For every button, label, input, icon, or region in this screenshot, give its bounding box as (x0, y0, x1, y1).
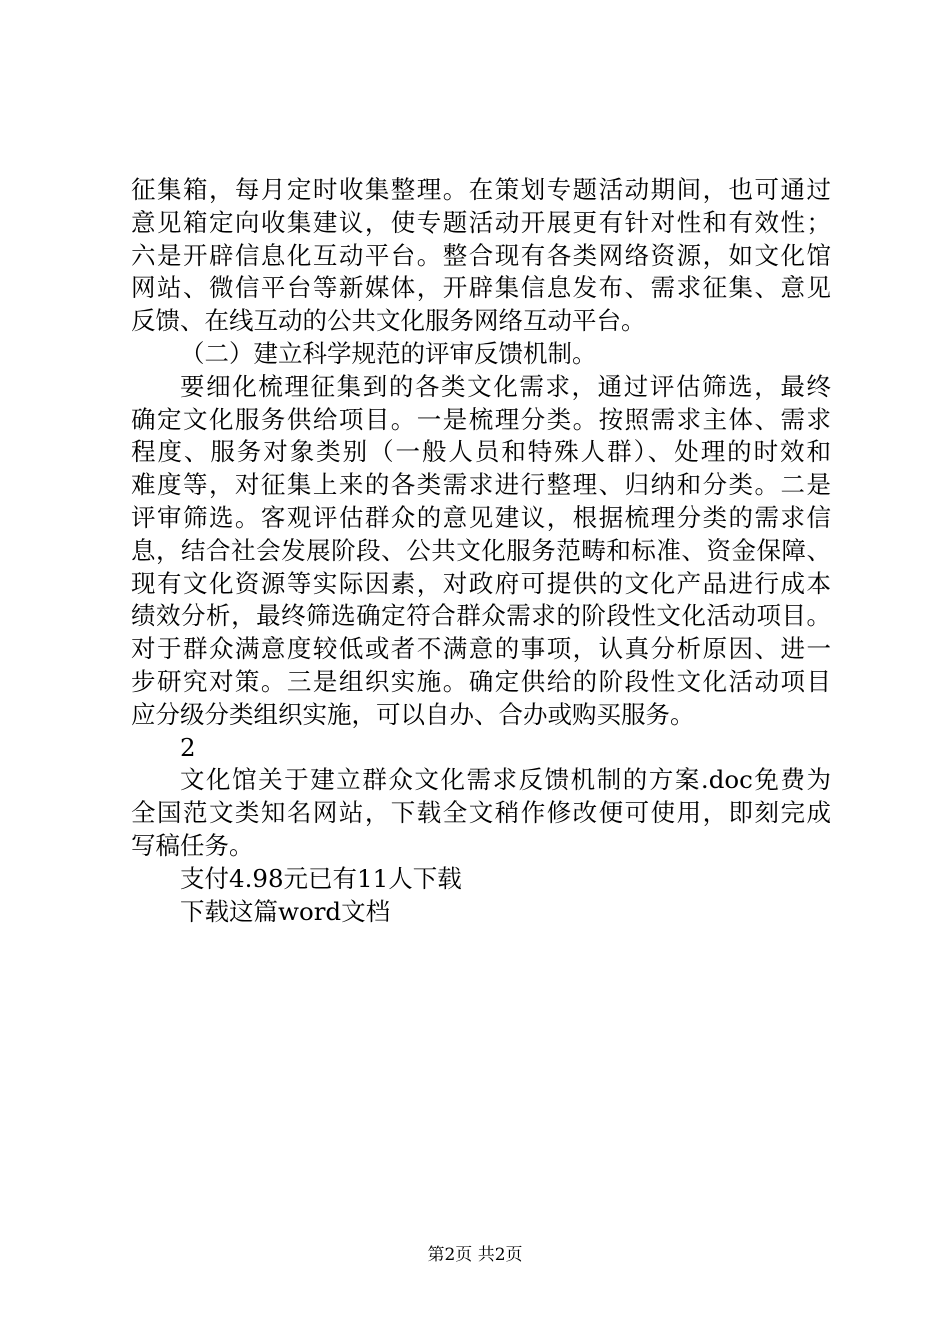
text-line: 现有文化资源等实际因素，对政府可提供的文化产品进行成本 (131, 568, 831, 598)
text-line: 应分级分类组织实施，可以自办、合办或购买服务。 (131, 699, 695, 729)
text-line: 网站、微信平台等新媒体，开辟集信息发布、需求征集、意见 (131, 273, 831, 303)
document-body (131, 174, 831, 928)
download-description: 文化馆关于建立群众文化需求反馈机制的方案.doc免费为 (180, 765, 831, 795)
text-line: 难度等，对征集上来的各类需求进行整理、归纳和分类。二是 (131, 470, 831, 500)
page-number-text: 2 (180, 732, 196, 762)
text-line: 程度、服务对象类别（一般人员和特殊人群）、处理的时效和 (131, 437, 831, 467)
download-description: 全国范文类知名网站，下载全文稍作修改便可使用，即刻完成 (131, 798, 831, 828)
text-line: 息，结合社会发展阶段、公共文化服务范畴和标准、资金保障、 (131, 535, 831, 565)
text-line: 确定文化服务供给项目。一是梳理分类。按照需求主体、需求 (131, 404, 831, 434)
text-line: 对于群众满意度较低或者不满意的事项，认真分析原因、进一 (131, 634, 831, 664)
text-line: 反馈、在线互动的公共文化服务网络互动平台。 (131, 306, 646, 336)
text-line: 六是开辟信息化互动平台。整合现有各类网络资源，如文化馆 (131, 240, 831, 270)
section-heading: （二）建立科学规范的评审反馈机制。 (180, 338, 597, 368)
text-line: 绩效分析，最终筛选确定符合群众需求的阶段性文化活动项目。 (131, 601, 831, 631)
payment-info: 支付4.98元已有11人下载 (180, 863, 462, 893)
page-footer: 第2页 共2页 (427, 1245, 523, 1265)
text-line: 意见箱定向收集建议，使专题活动开展更有针对性和有效性； (131, 207, 831, 237)
download-description: 写稿任务。 (131, 830, 254, 860)
text-line: 征集箱，每月定时收集整理。在策划专题活动期间，也可通过 (131, 175, 831, 204)
text-line: 评审筛选。客观评估群众的意见建议，根据梳理分类的需求信 (131, 502, 831, 532)
text-line: 步研究对策。三是组织实施。确定供给的阶段性文化活动项目 (131, 666, 831, 696)
download-link[interactable]: 下载这篇word文档 (180, 896, 391, 926)
text-line: 要细化梳理征集到的各类文化需求，通过评估筛选，最终 (180, 371, 831, 401)
